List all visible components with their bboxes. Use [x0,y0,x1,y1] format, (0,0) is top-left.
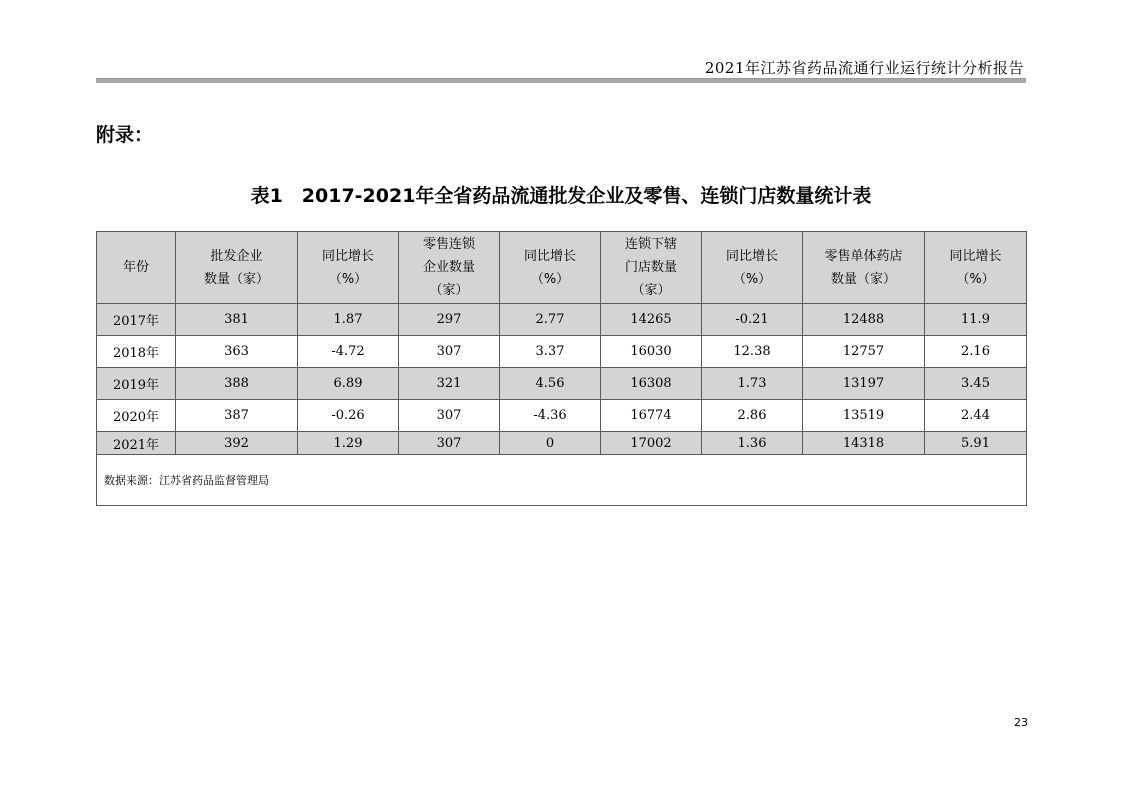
table-cell: 1.73 [702,368,803,400]
table-cell: -4.36 [500,400,601,432]
table-cell: 2.44 [925,400,1027,432]
header-text: 同比增长 （%） [725,248,778,287]
statistics-table [96,231,1027,506]
table-cell: 2021年 [97,432,176,455]
table-cell: 17002 [601,432,702,455]
table-cell: 16308 [601,368,702,400]
data-source-note: 数据来源：江苏省药品监督管理局 [97,455,1027,506]
header-text: 连锁下辖 门店数量 （家） [624,237,677,298]
table-cell: 3.37 [500,336,601,368]
table-cell: 5.91 [925,432,1027,455]
table-cell: 307 [399,432,500,455]
table-cell: 0 [500,432,601,455]
header-text: 同比增长 （%） [321,248,374,287]
table-cell: 297 [399,304,500,336]
page-number: 23 [1014,716,1028,729]
appendix-label: 附录： [96,124,154,146]
table-row [97,336,1027,368]
table-cell: 307 [399,336,500,368]
table-cell: 2.77 [500,304,601,336]
table-cell: -0.21 [702,304,803,336]
column-header-year [97,232,176,304]
table-cell: 13197 [803,368,925,400]
table-cell: -4.72 [298,336,399,368]
table-cell: 388 [176,368,298,400]
column-header-chain-store-growth [702,232,803,304]
table-cell: 321 [399,368,500,400]
column-header-wholesale-growth [298,232,399,304]
header-text: 批发企业 数量（家） [203,248,269,287]
table-cell: 4.56 [500,368,601,400]
table-cell: 16030 [601,336,702,368]
header-text: 同比增长 （%） [949,248,1002,287]
table-cell: 2017年 [97,304,176,336]
table-cell: 307 [399,400,500,432]
header-text: 年份 [122,260,149,275]
table-cell: 12757 [803,336,925,368]
table-cell: 1.87 [298,304,399,336]
table-cell: 13519 [803,400,925,432]
table-cell: 2.86 [702,400,803,432]
table-cell: 3.45 [925,368,1027,400]
table-cell: 12.38 [702,336,803,368]
table-cell: 2019年 [97,368,176,400]
table-cell: 1.36 [702,432,803,455]
header-text: 同比增长 （%） [523,248,576,287]
header-rule-thick [96,79,1026,83]
table-cell: 12488 [803,304,925,336]
table-row [97,368,1027,400]
table-cell: 6.89 [298,368,399,400]
column-header-wholesale-count [176,232,298,304]
table-cell: 11.9 [925,304,1027,336]
table-cell: 387 [176,400,298,432]
table-cell: 2018年 [97,336,176,368]
table-cell: 14265 [601,304,702,336]
report-header-title: 2021年江苏省药品流通行业运行统计分析报告 [704,59,1024,77]
column-header-chain-enterprise-count [399,232,500,304]
table-row [97,432,1027,455]
table-cell: 381 [176,304,298,336]
table-cell: 363 [176,336,298,368]
table-cell: 2020年 [97,400,176,432]
table-cell: 392 [176,432,298,455]
table-cell: 1.29 [298,432,399,455]
table-row [97,400,1027,432]
header-text: 零售连锁 企业数量 （家） [422,237,475,298]
table-caption: 表1 2017-2021年全省药品流通批发企业及零售、连锁门店数量统计表 [250,185,872,207]
column-header-chain-store-count [601,232,702,304]
table-cell: 16774 [601,400,702,432]
table-cell: 2.16 [925,336,1027,368]
source-row [97,455,1027,506]
table-cell: -0.26 [298,400,399,432]
column-header-single-pharmacy-count [803,232,925,304]
column-header-single-pharmacy-growth [925,232,1027,304]
header-text: 零售单体药店 数量（家） [824,248,903,287]
table-row [97,304,1027,336]
table-header-row [97,232,1027,304]
table-cell: 14318 [803,432,925,455]
column-header-chain-enterprise-growth [500,232,601,304]
